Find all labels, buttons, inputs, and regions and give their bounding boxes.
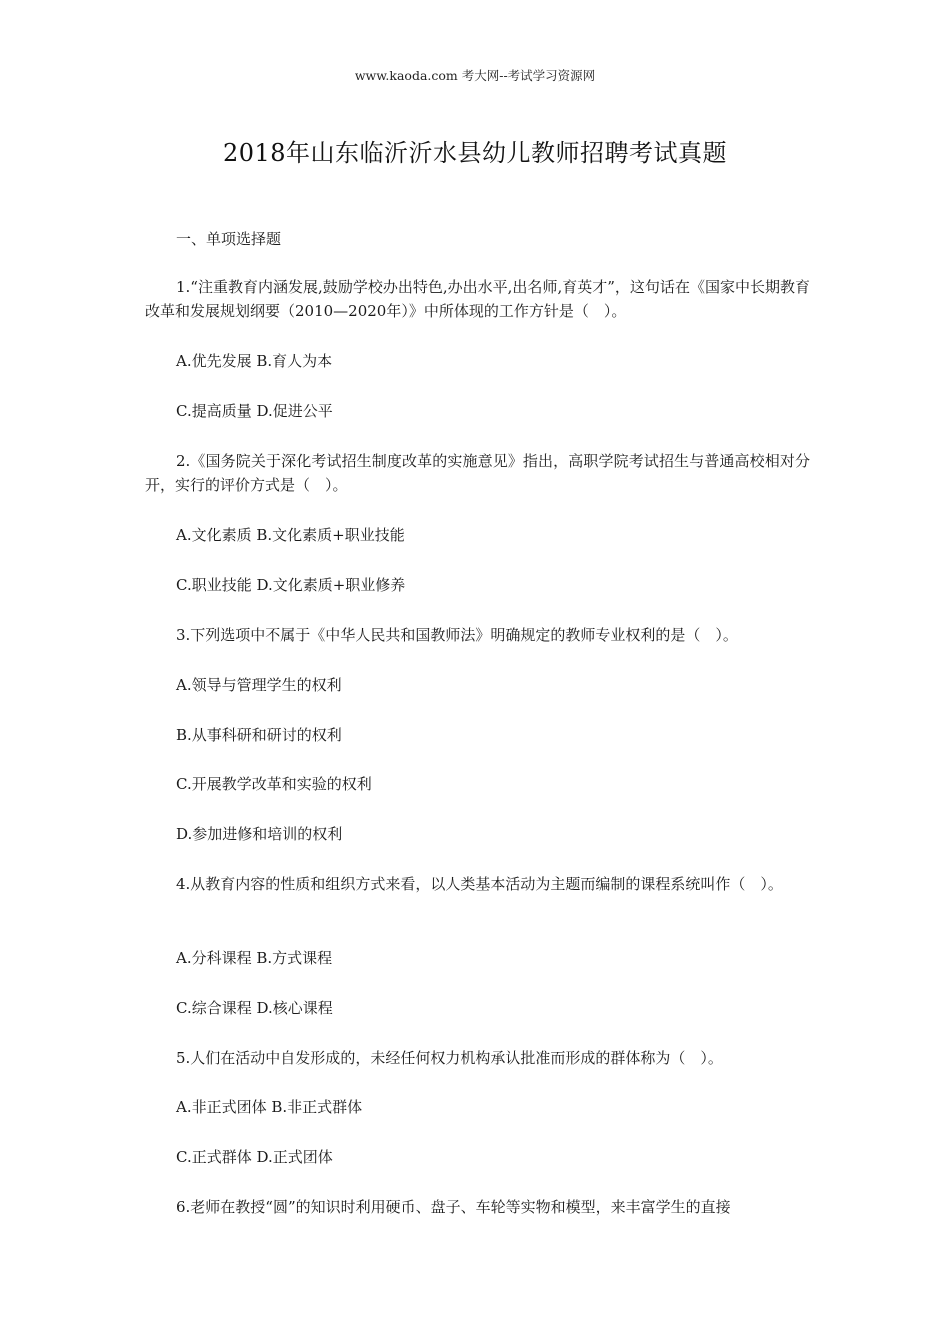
document-title: 2018年山东临沂沂水县幼儿教师招聘考试真题: [222, 139, 728, 167]
question-2-option-line: A.文化素质 B.文化素质+职业技能: [176, 526, 405, 544]
question-5-option-line: A.非正式团体 B.非正式群体: [176, 1098, 363, 1116]
question-5-option-line: C.正式群体 D.正式团体: [176, 1148, 333, 1166]
question-1-option-line: A.优先发展 B.育人为本: [176, 352, 333, 370]
question-6-stem: 6.老师在教授“圆”的知识时利用硬币、盘子、车轮等实物和模型，来丰富学生的直接: [176, 1198, 731, 1216]
question-4-option-line: A.分科课程 B.方式课程: [176, 949, 333, 967]
question-1-stem: 1.“注重教育内涵发展,鼓励学校办出特色,办出水平,出名师,育英才”，这句话在《国家中长期教育改革和发展规划纲要（2010—2020年）》中所体现的工作方针是（ ）。: [145, 278, 810, 320]
question-5-stem: 5.人们在活动中自发形成的，未经任何权力机构承认批准而形成的群体称为（ ）。: [176, 1049, 723, 1067]
question-3-stem: 3.下列选项中不属于《中华人民共和国教师法》明确规定的教师专业权利的是（ ）。: [176, 626, 738, 644]
question-4-stem: 4.从教育内容的性质和组织方式来看，以人类基本活动为主题而编制的课程系统叫作（ ）。: [176, 875, 783, 893]
question-4-option-line: C.综合课程 D.核心课程: [176, 999, 333, 1017]
question-3-option-d: D.参加进修和培训的权利: [176, 825, 343, 843]
question-3-option-c: C.开展教学改革和实验的权利: [176, 775, 372, 793]
page-header: www.kaoda.com 考大网--考试学习资源网: [354, 68, 596, 83]
question-3-option-b: B.从事科研和研讨的权利: [176, 726, 342, 744]
question-3-option-a: A.领导与管理学生的权利: [176, 676, 342, 694]
question-1-option-line: C.提高质量 D.促进公平: [176, 402, 333, 420]
section-heading: 一、单项选择题: [176, 230, 282, 248]
question-2-stem: 2.《国务院关于深化考试招生制度改革的实施意见》指出，高职学院考试招生与普通高校相对分开，实行的评价方式是（ ）。: [145, 452, 810, 494]
question-2-option-line: C.职业技能 D.文化素质+职业修养: [176, 576, 406, 594]
